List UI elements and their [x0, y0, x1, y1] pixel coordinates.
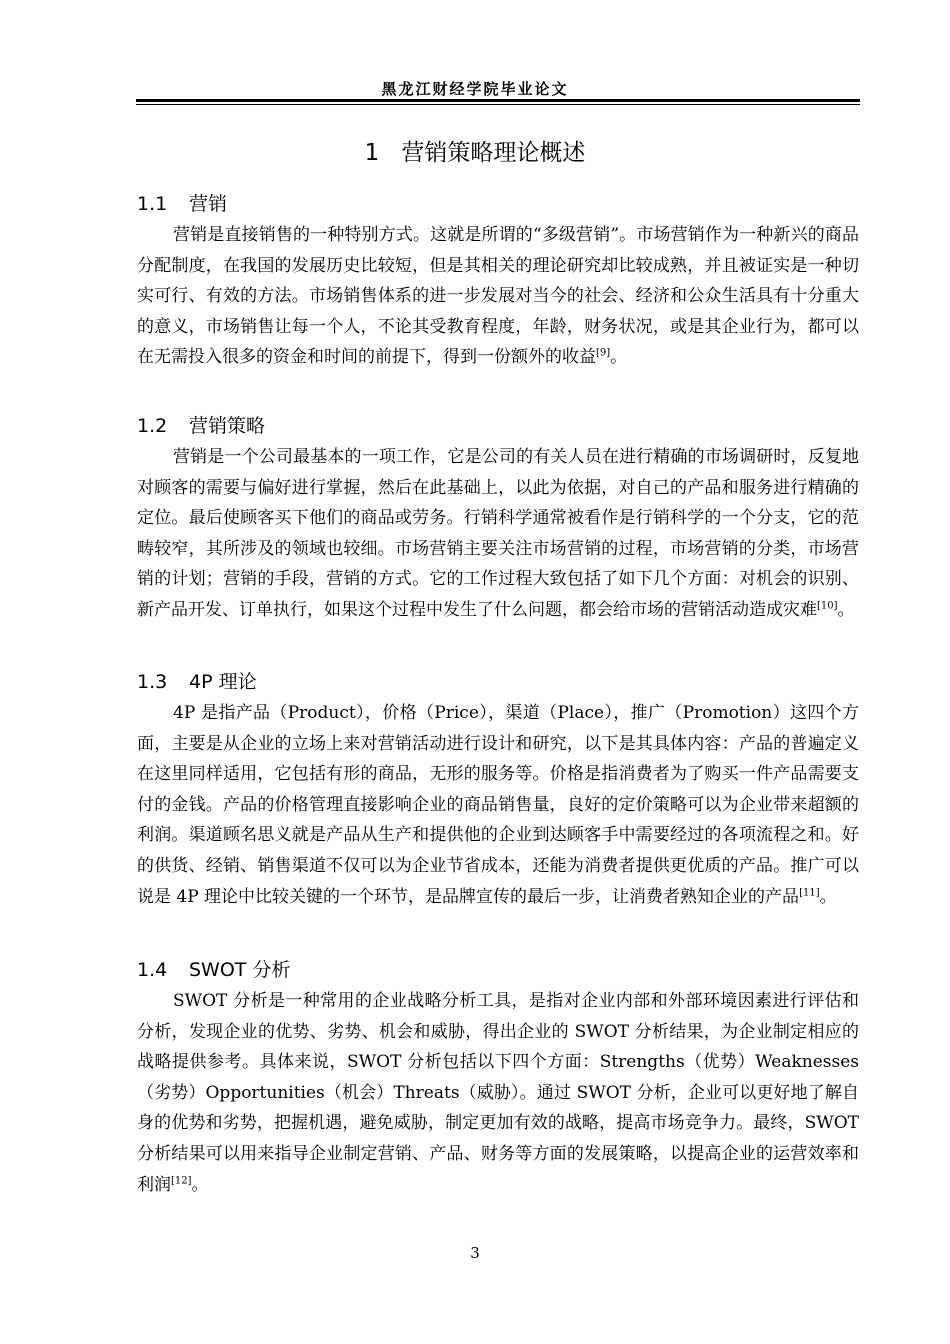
citation-marker: [12] [171, 1174, 192, 1186]
section-heading-1-1 [137, 189, 227, 216]
section-heading-1-4 [137, 955, 290, 982]
paragraph-text: SWOT 分析是一种常用的企业战略分析工具，是指对企业内部和外部环境因素进行评估和分析，发现企业的优势、劣势、机会和威胁，得出企业的 SWOT 分析结果，为企业制定相应的战略提供参考。具体来说，SWOT 分析包括以下四个方面：Strengths（优势）Weaknesses（劣势）Opportunities（机会）Threats（威胁）。通过 SWOT 分析，企业可以更好地了解自身的优势和劣势，把握机遇，避免威胁，制定更加有效的战略，提高市场竞争力。最终，SWOT 分析结果可以用来指导企业制定营销、产品、财务等方面的发展策略，以提高企业的运营效率和利润 [137, 991, 859, 1195]
section-paragraph-1-2 [137, 442, 859, 626]
section-title: 营销 [189, 193, 228, 215]
paragraph-text: 营销是一个公司最基本的一项工作，它是公司的有关人员在进行精确的市场调研时，反复地对顾客的需要与偏好进行掌握，然后在此基础上，以此为依据，对自己的产品和服务进行精确的定位。最后使顾客买下他们的商品或劳务。行销科学通常被看作是行销科学的一个分支，它的范畴较窄，其所涉及的领域也较细。市场营销主要关注市场营销的过程，市场营销的分类，市场营销的计划；营销的手段，营销的方式。它的工作过程大致包括了如下几个方面：对机会的识别、新产品开发、订单执行，如果这个过程中发生了什么问题，都会给市场的营销活动造成灾难 [137, 447, 859, 620]
section-title: 4P 理论 [189, 671, 257, 693]
chapter-number: 1 [364, 140, 380, 166]
citation-marker: [10] [817, 600, 838, 612]
header-rule-thin [136, 104, 860, 105]
paragraph-end: 。 [819, 886, 837, 907]
section-title: 营销策略 [189, 415, 266, 437]
section-number: 1.4 [137, 959, 168, 981]
paragraph-text: 4P 是指产品（Product），价格（Price），渠道（Place），推广（Promotion）这四个方面，主要是从企业的立场上来对营销活动进行设计和研究，以下是其具体内容：产品的普遍定义在这里同样适用，它包括有形的商品，无形的服务等。价格是指消费者为了购买一件产品需要支付的金钱。产品的价格管理直接影响企业的商品销售量，良好的定价策略可以为企业带来超额的利润。渠道顾名思义就是产品从生产和提供他的企业到达顾客手中需要经过的各项流程之和。好的供货、经销、销售渠道不仅可以为企业节省成本，还能为消费者提供更优质的产品。推广可以说是 4P 理论中比较关键的一个环节，是品牌宣传的最后一步，让消费者熟知企业的产品 [137, 703, 859, 907]
header-rule-thick [136, 99, 860, 102]
chapter-title [0, 134, 950, 167]
paragraph-end: 。 [191, 1174, 209, 1195]
section-number: 1.1 [137, 193, 168, 215]
section-paragraph-1-3 [137, 698, 859, 912]
running-header: 黑龙江财经学院毕业论文 [381, 80, 569, 98]
page-number: 3 [470, 1244, 480, 1262]
paragraph-text: 营销是直接销售的一种特别方式。这就是所谓的“多级营销”。市场营销作为一种新兴的商品分配制度，在我国的发展历史比较短，但是其相关的理论研究却比较成熟，并且被证实是一种切实可行、有效的方法。市场销售体系的进一步发展对当今的社会、经济和公众生活具有十分重大的意义，市场销售让每一个人，不论其受教育程度，年龄，财务状况，或是其企业行为，都可以在无需投入很多的资金和时间的前提下，得到一份额外的收益 [137, 225, 859, 368]
section-paragraph-1-4 [137, 986, 859, 1200]
citation-marker: [11] [799, 886, 820, 898]
section-paragraph-1-1 [137, 220, 859, 373]
section-number: 1.3 [137, 671, 168, 693]
citation-marker: [9] [596, 347, 611, 359]
paragraph-end: 。 [610, 347, 628, 368]
section-heading-1-3 [137, 667, 257, 694]
section-heading-1-2 [137, 411, 265, 438]
paragraph-end: 。 [837, 599, 855, 620]
section-number: 1.2 [137, 415, 168, 437]
chapter-title-text: 营销策略理论概述 [401, 140, 586, 166]
section-title: SWOT 分析 [189, 959, 291, 981]
